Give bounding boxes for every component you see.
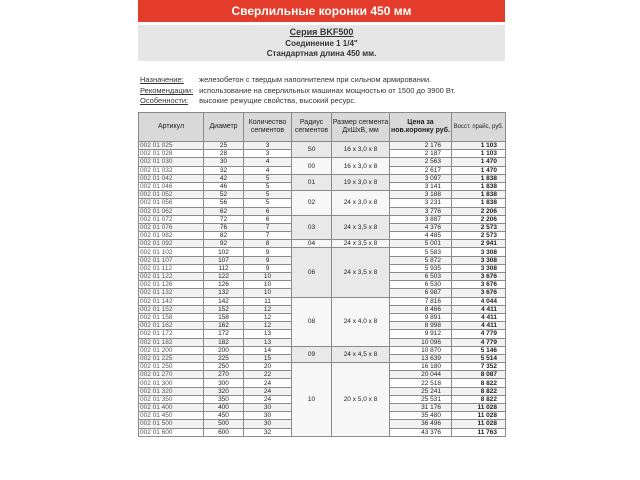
cell-restore-price: 1 103: [452, 142, 506, 150]
cell-size: 24 х 3,0 х 8: [332, 191, 390, 216]
cell-price: 10 096: [390, 338, 452, 346]
cell-price: 2 563: [390, 158, 452, 166]
cell-price: 2 187: [390, 150, 452, 158]
cell-price: 2 176: [390, 142, 452, 150]
table-row: [139, 215, 506, 223]
cell-size: 16 х 3,0 х 8: [332, 142, 390, 158]
cell-article: 002 01 132: [139, 289, 204, 297]
cell-diameter: 225: [204, 354, 244, 362]
cell-price: 6 530: [390, 281, 452, 289]
cell-size: 20 х 5,0 х 8: [332, 363, 390, 437]
cell-article: 002 01 172: [139, 330, 204, 338]
cell-price: 25 241: [390, 387, 452, 395]
cell-price: 4 485: [390, 232, 452, 240]
cell-article: 002 01 182: [139, 338, 204, 346]
cell-article: 002 01 062: [139, 207, 204, 215]
cell-segments: 11: [244, 297, 292, 305]
info-label: Рекомендации:: [140, 86, 194, 95]
table-header-row: [139, 113, 506, 142]
table-row: [139, 363, 506, 371]
cell-restore-price: 1 838: [452, 199, 506, 207]
price-table: [138, 112, 506, 437]
cell-price: 22 518: [390, 379, 452, 387]
cell-segments: 8: [244, 240, 292, 248]
cell-diameter: 25: [204, 142, 244, 150]
cell-segments: 9: [244, 248, 292, 256]
cell-size: 24 х 3,5 х 8: [332, 240, 390, 248]
cell-restore-price: 1 838: [452, 182, 506, 190]
cell-price: 35 480: [390, 412, 452, 420]
cell-diameter: 46: [204, 182, 244, 190]
cell-segments: 10: [244, 281, 292, 289]
cell-price: 20 044: [390, 371, 452, 379]
cell-price: 3 188: [390, 191, 452, 199]
cell-restore-price: 3 308: [452, 264, 506, 272]
cell-article: 002 01 030: [139, 158, 204, 166]
cell-restore-price: 3 308: [452, 256, 506, 264]
cell-segments: 5: [244, 182, 292, 190]
cell-restore-price: 4 411: [452, 305, 506, 313]
info-features: [140, 96, 356, 105]
cell-article: 002 01 112: [139, 264, 204, 272]
cell-article: 002 01 126: [139, 281, 204, 289]
cell-restore-price: 5 514: [452, 354, 506, 362]
info-recommendations: [140, 86, 455, 95]
cell-article: 002 01 162: [139, 322, 204, 330]
cell-diameter: 72: [204, 215, 244, 223]
table-row: [139, 240, 506, 248]
cell-article: 002 01 250: [139, 363, 204, 371]
cell-diameter: 600: [204, 428, 244, 436]
cell-restore-price: 2 573: [452, 223, 506, 231]
price-sheet: [138, 0, 505, 480]
cell-price: 5 583: [390, 248, 452, 256]
cell-price: 16 180: [390, 363, 452, 371]
cell-diameter: 107: [204, 256, 244, 264]
cell-restore-price: 1 470: [452, 158, 506, 166]
cell-price: 8 998: [390, 322, 452, 330]
cell-diameter: 300: [204, 379, 244, 387]
cell-price: 6 503: [390, 273, 452, 281]
cell-segments: 7: [244, 223, 292, 231]
cell-restore-price: 11 028: [452, 404, 506, 412]
header-article: Артикул: [139, 113, 204, 142]
cell-size: 16 х 3,0 х 8: [332, 158, 390, 174]
cell-diameter: 250: [204, 363, 244, 371]
cell-diameter: 500: [204, 420, 244, 428]
cell-segments: 5: [244, 174, 292, 182]
cell-article: 002 01 500: [139, 420, 204, 428]
cell-restore-price: 11 763: [452, 428, 506, 436]
cell-segments: 30: [244, 420, 292, 428]
cell-restore-price: 4 411: [452, 313, 506, 321]
cell-article: 002 01 072: [139, 215, 204, 223]
cell-radius: 01: [292, 174, 332, 190]
cell-restore-price: 4 411: [452, 322, 506, 330]
cell-article: 002 01 350: [139, 395, 204, 403]
cell-price: 4 376: [390, 223, 452, 231]
cell-article: 002 01 025: [139, 142, 204, 150]
cell-diameter: 30: [204, 158, 244, 166]
cell-restore-price: 8 822: [452, 395, 506, 403]
table-row: [139, 174, 506, 182]
cell-diameter: 152: [204, 305, 244, 313]
cell-segments: 3: [244, 150, 292, 158]
cell-price: 3 141: [390, 182, 452, 190]
info-text: высокие режущие свойства, высокий ресурс.: [199, 96, 357, 105]
cell-price: 10 870: [390, 346, 452, 354]
cell-diameter: 122: [204, 273, 244, 281]
cell-segments: 10: [244, 289, 292, 297]
series-length: Стандартная длина 450 мм.: [266, 49, 377, 58]
table-row: [139, 158, 506, 166]
cell-article: 002 01 076: [139, 223, 204, 231]
cell-segments: 15: [244, 354, 292, 362]
cell-segments: 9: [244, 264, 292, 272]
cell-restore-price: 4 779: [452, 330, 506, 338]
cell-article: 002 01 046: [139, 182, 204, 190]
cell-diameter: 52: [204, 191, 244, 199]
cell-radius: 06: [292, 248, 332, 297]
cell-segments: 24: [244, 387, 292, 395]
cell-segments: 30: [244, 412, 292, 420]
cell-article: 002 01 320: [139, 387, 204, 395]
cell-restore-price: 7 352: [452, 363, 506, 371]
cell-segments: 10: [244, 273, 292, 281]
cell-diameter: 158: [204, 313, 244, 321]
cell-diameter: 82: [204, 232, 244, 240]
cell-diameter: 200: [204, 346, 244, 354]
cell-price: 3 887: [390, 215, 452, 223]
cell-radius: 10: [292, 363, 332, 437]
cell-price: 7 816: [390, 297, 452, 305]
cell-segments: 14: [244, 346, 292, 354]
cell-size: 24 х 4,5 х 8: [332, 346, 390, 362]
table-row: [139, 346, 506, 354]
info-text: использование на сверлильных машинах мощностью от 1500 до 3900 Вт.: [199, 86, 456, 95]
cell-price: 13 639: [390, 354, 452, 362]
page-title: Сверлильные коронки 450 мм: [138, 0, 505, 22]
cell-diameter: 182: [204, 338, 244, 346]
cell-article: 002 01 042: [139, 174, 204, 182]
cell-segments: 4: [244, 158, 292, 166]
cell-restore-price: 1 838: [452, 191, 506, 199]
cell-restore-price: 4 779: [452, 338, 506, 346]
cell-restore-price: 5 146: [452, 346, 506, 354]
cell-price: 3 776: [390, 207, 452, 215]
cell-price: 9 912: [390, 330, 452, 338]
table-row: [139, 142, 506, 150]
cell-restore-price: 8 822: [452, 379, 506, 387]
cell-restore-price: 2 206: [452, 215, 506, 223]
cell-restore-price: 1 838: [452, 174, 506, 182]
cell-diameter: 42: [204, 174, 244, 182]
cell-price: 6 987: [390, 289, 452, 297]
cell-article: 002 01 158: [139, 313, 204, 321]
cell-price: 36 496: [390, 420, 452, 428]
cell-radius: 08: [292, 297, 332, 346]
table-row: [139, 191, 506, 199]
header-price: Цена за нов.коронку руб.: [390, 113, 452, 142]
cell-segments: 12: [244, 305, 292, 313]
cell-article: 002 01 300: [139, 379, 204, 387]
cell-restore-price: 8 087: [452, 371, 506, 379]
cell-price: 31 176: [390, 404, 452, 412]
cell-article: 002 01 600: [139, 428, 204, 436]
cell-radius: 04: [292, 240, 332, 248]
cell-diameter: 142: [204, 297, 244, 305]
cell-segments: 3: [244, 142, 292, 150]
cell-price: 3 231: [390, 199, 452, 207]
cell-diameter: 62: [204, 207, 244, 215]
cell-restore-price: 1 103: [452, 150, 506, 158]
info-purpose: [140, 75, 431, 84]
cell-segments: 12: [244, 313, 292, 321]
series-connection: Соединение 1 1/4": [285, 39, 358, 48]
cell-restore-price: 2 941: [452, 240, 506, 248]
cell-segments: 9: [244, 256, 292, 264]
cell-price: 9 891: [390, 313, 452, 321]
header-segments: Количество сегментов: [244, 113, 292, 142]
cell-article: 002 01 102: [139, 248, 204, 256]
cell-segments: 24: [244, 395, 292, 403]
cell-diameter: 126: [204, 281, 244, 289]
cell-diameter: 350: [204, 395, 244, 403]
cell-radius: S0: [292, 142, 332, 158]
cell-diameter: 76: [204, 223, 244, 231]
cell-restore-price: 1 470: [452, 166, 506, 174]
info-text: железобетон с твердым наполнителем при сильном армировании.: [199, 75, 432, 84]
cell-radius: 09: [292, 346, 332, 362]
cell-diameter: 172: [204, 330, 244, 338]
header-size: Размер сегмента ДхШхВ, мм: [332, 113, 390, 142]
cell-article: 002 01 122: [139, 273, 204, 281]
cell-segments: 22: [244, 371, 292, 379]
cell-segments: 20: [244, 363, 292, 371]
cell-restore-price: 11 028: [452, 420, 506, 428]
cell-segments: 6: [244, 207, 292, 215]
cell-segments: 12: [244, 322, 292, 330]
cell-article: 002 01 032: [139, 166, 204, 174]
cell-article: 002 01 142: [139, 297, 204, 305]
cell-radius: 02: [292, 191, 332, 216]
cell-article: 002 01 450: [139, 412, 204, 420]
cell-diameter: 320: [204, 387, 244, 395]
info-label: Назначение:: [140, 75, 184, 84]
cell-diameter: 102: [204, 248, 244, 256]
cell-article: 002 01 028: [139, 150, 204, 158]
cell-diameter: 32: [204, 166, 244, 174]
cell-article: 002 01 152: [139, 305, 204, 313]
cell-size: 24 х 4,0 х 8: [332, 297, 390, 346]
cell-article: 002 01 082: [139, 232, 204, 240]
cell-restore-price: 11 028: [452, 412, 506, 420]
cell-segments: 24: [244, 379, 292, 387]
cell-diameter: 132: [204, 289, 244, 297]
cell-article: 002 01 052: [139, 191, 204, 199]
table-row: [139, 297, 506, 305]
cell-radius: 03: [292, 215, 332, 240]
cell-diameter: 56: [204, 199, 244, 207]
cell-price: 8 466: [390, 305, 452, 313]
cell-segments: 5: [244, 191, 292, 199]
cell-price: 3 097: [390, 174, 452, 182]
cell-article: 002 01 270: [139, 371, 204, 379]
cell-price: 5 001: [390, 240, 452, 248]
cell-size: 19 х 3,0 х 8: [332, 174, 390, 190]
cell-diameter: 450: [204, 412, 244, 420]
cell-diameter: 162: [204, 322, 244, 330]
cell-price: 2 617: [390, 166, 452, 174]
cell-diameter: 112: [204, 264, 244, 272]
cell-article: 002 01 107: [139, 256, 204, 264]
cell-size: 24 х 3,5 х 8: [332, 248, 390, 297]
cell-diameter: 270: [204, 371, 244, 379]
cell-segments: 4: [244, 166, 292, 174]
info-label: Особенности:: [140, 96, 189, 105]
cell-restore-price: 3 676: [452, 273, 506, 281]
cell-price: 25 531: [390, 395, 452, 403]
cell-segments: 32: [244, 428, 292, 436]
cell-restore-price: 3 308: [452, 248, 506, 256]
cell-restore-price: 4 044: [452, 297, 506, 305]
cell-article: 002 01 400: [139, 404, 204, 412]
cell-price: 43 376: [390, 428, 452, 436]
header-radius: Радиус сегментов: [292, 113, 332, 142]
cell-article: 002 01 225: [139, 354, 204, 362]
cell-restore-price: 2 573: [452, 232, 506, 240]
cell-radius: 00: [292, 158, 332, 174]
cell-restore-price: 3 676: [452, 289, 506, 297]
cell-price: 5 872: [390, 256, 452, 264]
cell-segments: 30: [244, 404, 292, 412]
series-name: Серия BKF500: [289, 27, 354, 37]
cell-restore-price: 2 206: [452, 207, 506, 215]
cell-size: 24 х 3,5 х 8: [332, 215, 390, 240]
cell-diameter: 28: [204, 150, 244, 158]
cell-segments: 13: [244, 330, 292, 338]
cell-segments: 6: [244, 215, 292, 223]
cell-segments: 13: [244, 338, 292, 346]
cell-segments: 7: [244, 232, 292, 240]
header-restore: Восст. прайс, руб.: [452, 113, 506, 142]
cell-price: 5 935: [390, 264, 452, 272]
cell-diameter: 92: [204, 240, 244, 248]
cell-diameter: 400: [204, 404, 244, 412]
cell-segments: 5: [244, 199, 292, 207]
header-diameter: Диаметр: [204, 113, 244, 142]
cell-restore-price: 8 822: [452, 387, 506, 395]
cell-restore-price: 3 676: [452, 281, 506, 289]
cell-article: 002 01 056: [139, 199, 204, 207]
cell-article: 002 01 200: [139, 346, 204, 354]
cell-article: 002 01 092: [139, 240, 204, 248]
table-row: [139, 248, 506, 256]
